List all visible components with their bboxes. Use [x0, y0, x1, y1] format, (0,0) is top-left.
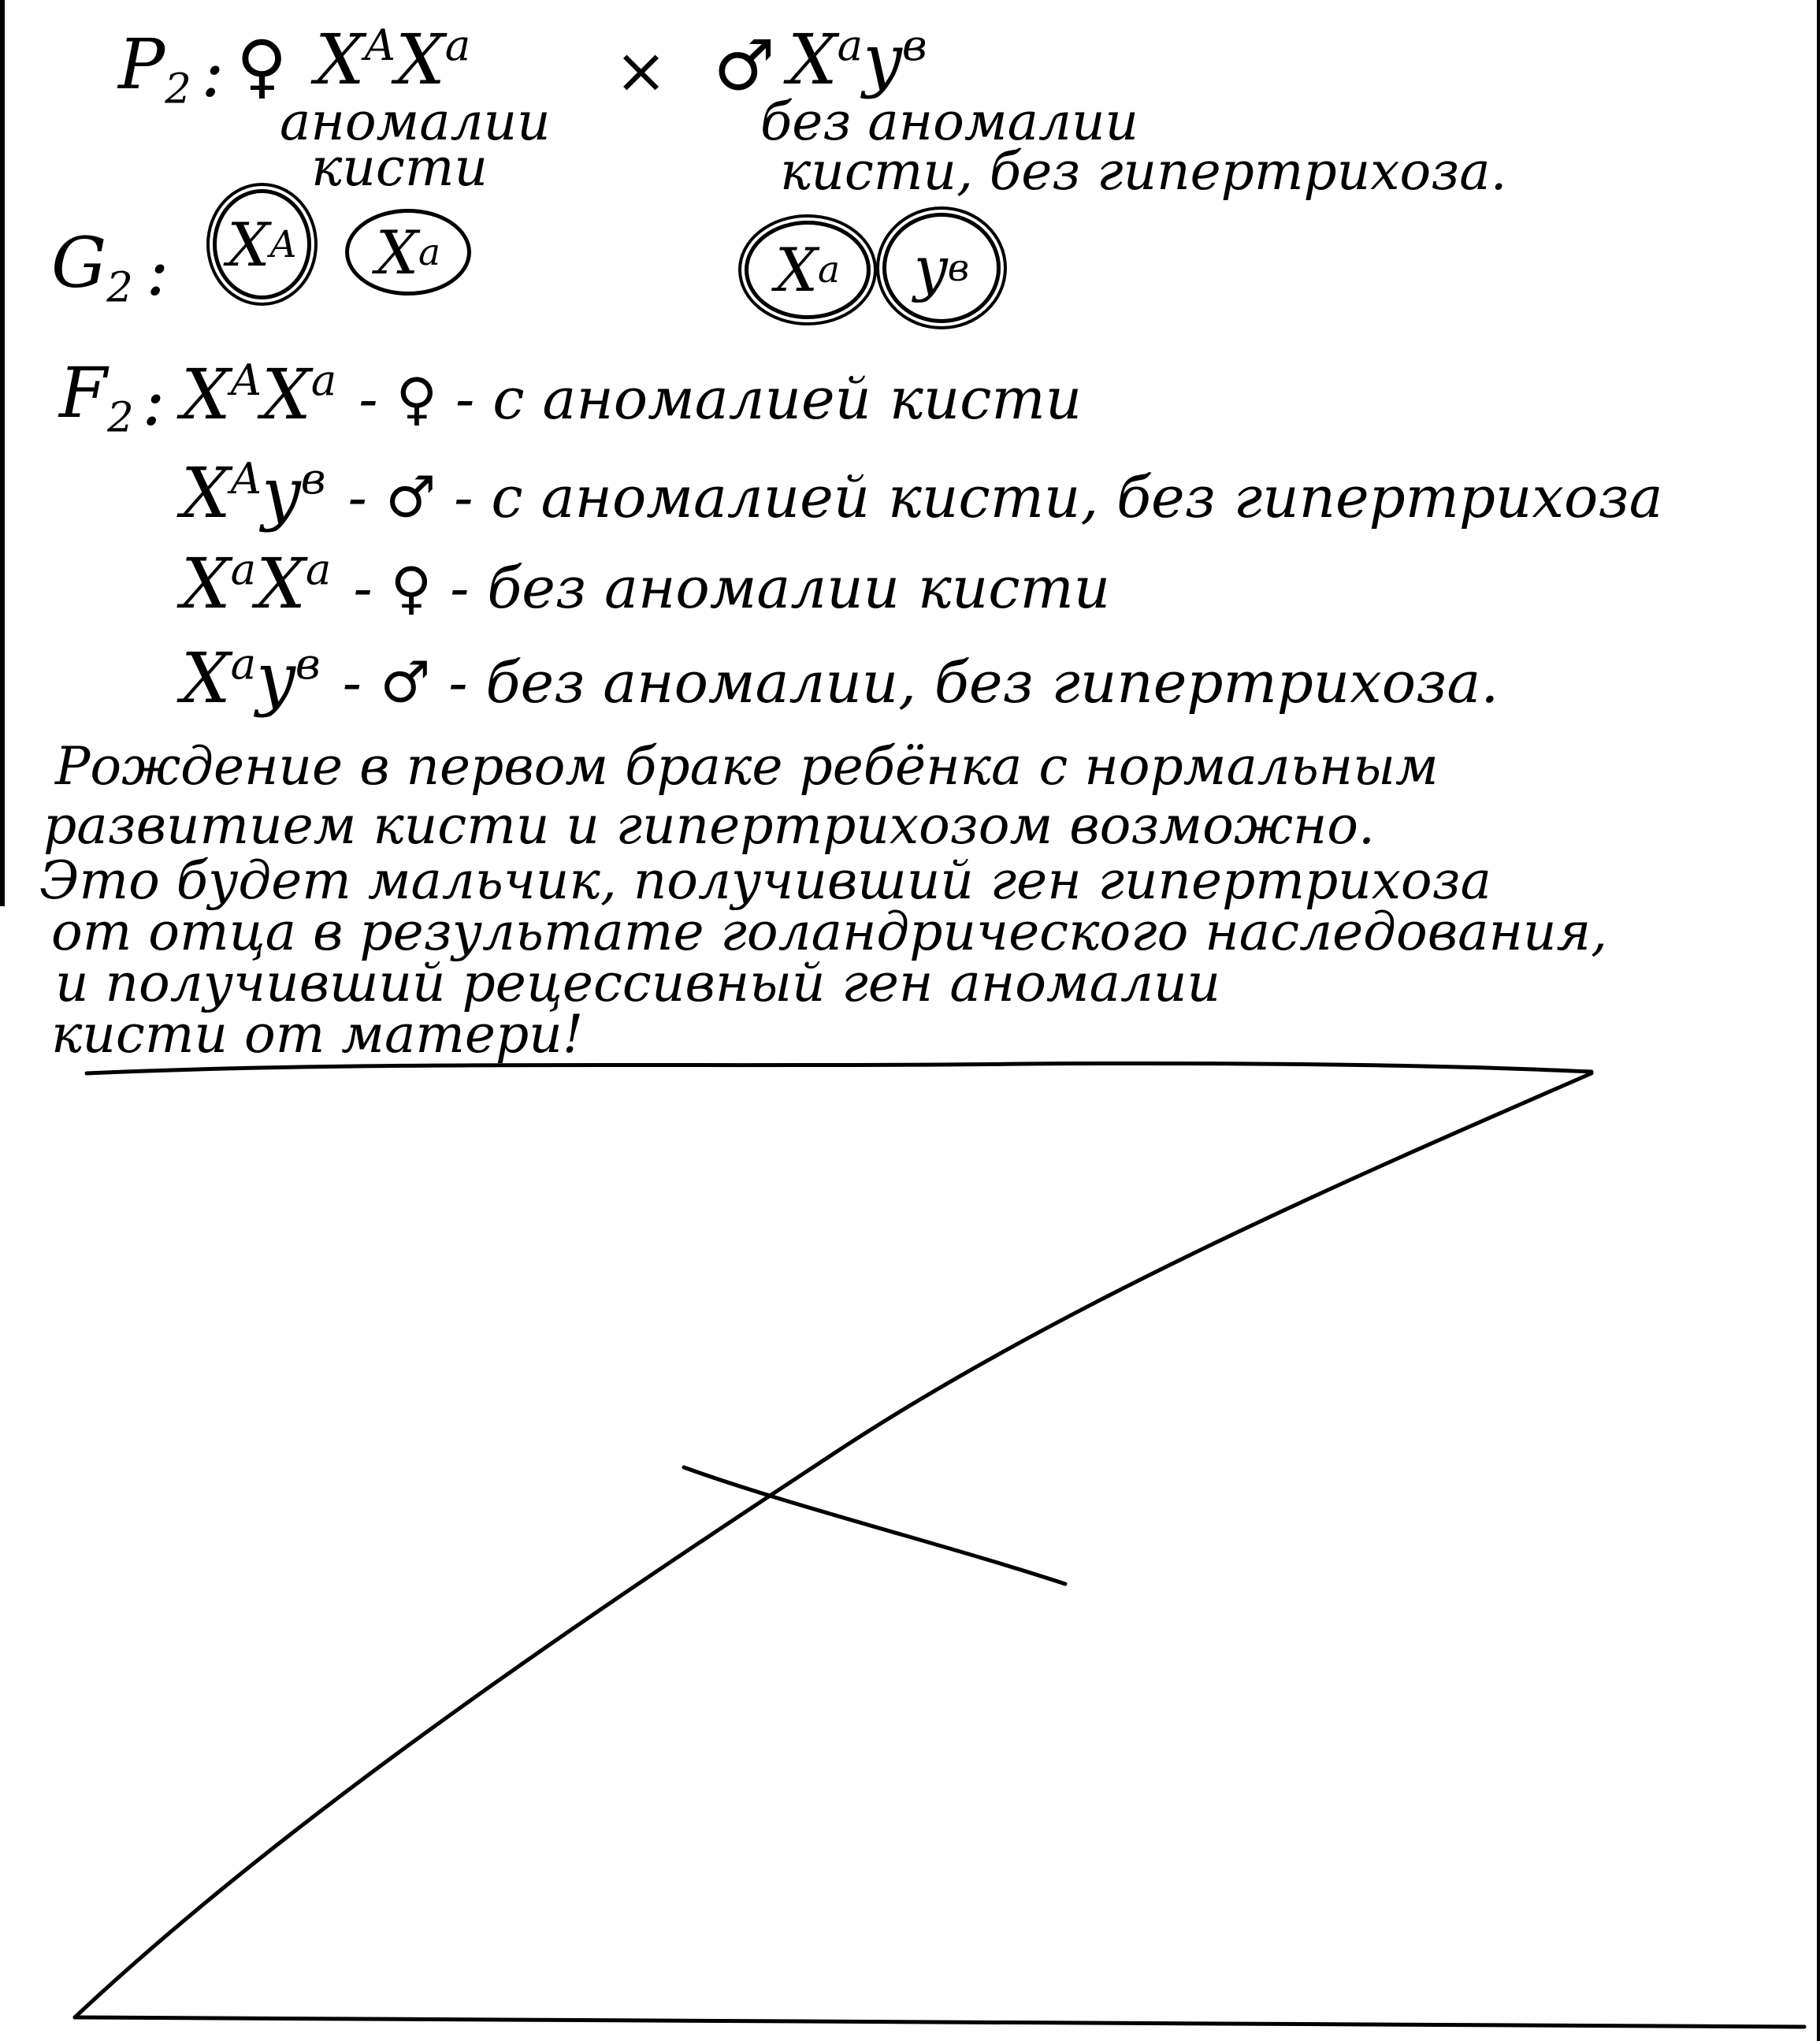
f2-row-2: $X^Ay^в$ - ♂ - с аномалией кисти, без гипертрихоза	[181, 452, 1663, 533]
conclusion-line-2: развитием кисти и гипертрихозом возможно.	[43, 795, 1376, 856]
male-phenotype-line1: без аномалии	[760, 91, 1138, 152]
p2-female-genotype: $X^AX^a$	[315, 19, 471, 100]
f2-row-3: $X^aX^a$ - ♀ - без аномалии кисти	[181, 543, 1111, 624]
female-phenotype-line2: кисти	[311, 137, 488, 198]
f2-label: $F_2$	[59, 352, 134, 442]
z-strike-bottom-line	[75, 2017, 1804, 2027]
conclusion-line-6: кисти от матери!	[51, 1004, 584, 1065]
z-strike-diagonal	[75, 1073, 1592, 2017]
z-strike-top-line	[87, 1063, 1592, 1073]
gamete-3: X a	[745, 221, 871, 319]
gamete-2: X a	[345, 209, 471, 296]
male-sign: ♂	[713, 25, 775, 106]
f2-row-4: $X^ay^в$ - ♂ - без аномалии, без гипертрихоза.	[181, 638, 1499, 719]
gamete-4: y в	[882, 213, 1001, 323]
p2-label: $P_2$	[118, 24, 191, 113]
p2-male-genotype: $X^ay^в$	[788, 19, 927, 100]
conclusion-line-3: Это будет мальчик, получивший ген гипертрихоза	[39, 850, 1492, 911]
female-sign: ♀	[236, 25, 288, 106]
cross-symbol: ×	[615, 34, 668, 107]
g2-colon: :	[146, 230, 169, 311]
z-strike-cross-bar	[684, 1467, 1065, 1584]
p2-colon: :	[201, 32, 225, 113]
conclusion-line-1: Рождение в первом браке ребёнка с нормальным	[55, 736, 1439, 797]
male-phenotype-line2: кисти, без гипертрихоза.	[780, 141, 1507, 202]
gamete-1: X A	[213, 189, 311, 299]
female-phenotype-line1: аномалии	[280, 91, 551, 152]
f2-row-1: $X^AX^a$ - ♀ - с аномалией кисти	[181, 354, 1083, 435]
f2-colon: :	[142, 360, 165, 441]
conclusion-line-4: от отца в результате голандрического наследования,	[51, 902, 1608, 962]
g2-label: $G_2$	[51, 222, 133, 312]
conclusion-line-5: и получивший рецессивный ген аномалии	[55, 953, 1221, 1013]
